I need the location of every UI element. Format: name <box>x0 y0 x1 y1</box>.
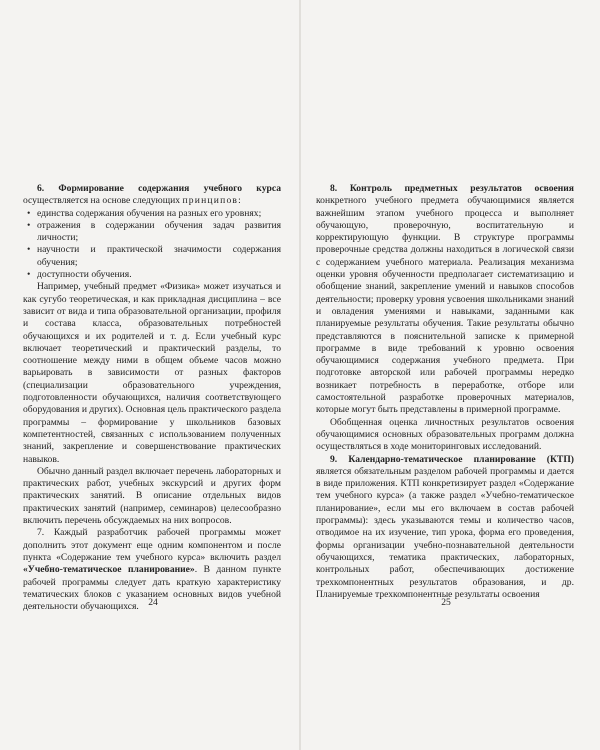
page-number-left: 24 <box>148 597 158 608</box>
section-9-heading: 9. Календарно-тематическое планирование (КТП) <box>330 453 574 465</box>
section-6-paragraph: 6. Формирование содержания учебного курса осуществляется на основе следующих принципов: <box>23 183 281 207</box>
list-item: • научности и практической значимости содержания обучения; <box>23 244 281 269</box>
section-7-bold-term: «Учебно-тематическое планирование» <box>23 564 195 576</box>
section-9-paragraph: 9. Календарно-тематическое планирование (КТП) является обязательным разделом рабочей программы и дается в виде приложения. КТП конкретизирует раздел «Содержание тем учебного курса» (а также раздел «Учебно-тематическое планирование», если мы его включаем в состав рабочей программы): здесь указываются темы и количество часов, отводимое на их изучение, тип урока, форма его проведения, формы организации учебно-познавательной деятельности обучающихся, тематика практических, лабораторных, контрольных работ, обеспечивающих достижение трехкомпонентных результатов образования, и др. Планируемые трехкомпонентные результаты освоения <box>316 453 574 600</box>
principles-word: принципов <box>182 195 239 207</box>
left-page <box>23 183 281 613</box>
book-gutter <box>299 0 301 750</box>
right-page <box>316 183 574 601</box>
personal-results-paragraph: Обобщенная оценка личностных результатов освоения обучающимися основных образовательных программ должна осуществляться в ходе мониторинговых исследований. <box>316 416 574 453</box>
principles-list <box>23 208 281 282</box>
section-8-heading: 8. Контроль предметных результатов освоения <box>330 183 574 194</box>
section-7-paragraph: 7. Каждый разработчик рабочей программы может дополнить этот документ еще одним компонентом и после пункта «Содержание тем учебного курса» включить раздел «Учебно-тематическое планирование». В данном пункте рабочей программы следует дать краткую характеристику тематических блоков с указанием основных видов учебной деятельности обучающихся. <box>23 527 281 613</box>
list-item: • отражения в содержании обучения задач развития личности; <box>23 220 281 245</box>
list-item: • единства содержания обучения на разных его уровнях; <box>23 208 281 220</box>
section-6-heading: 6. Формирование содержания учебного курса <box>37 183 281 194</box>
physics-example-paragraph: Например, учебный предмет «Физика» может изучаться и как сугубо теоретическая, и как прикладная дисциплина – все зависит от вида и типа образовательной организации, профиля и состава класса, образовательных потребностей обучающихся и их родителей и т. д. Если учебный курс включает теоретический и практический разделы, то соотношение между ними в общем объеме часов можно варьировать в зависимости от разных факторов (специализации образовательного учреждения, подготовленности обучающихся, наличия соответствующего оборудования и других). Основная цель практического раздела программы – формирование у школьников базовых компетентностей, связанных с использованием полученных знаний, закрепление и совершенствование практических навыков. <box>23 281 281 465</box>
section-8-paragraph: 8. Контроль предметных результатов освоения конкретного учебного предмета обучающимися является важнейшим этапом учебного процесса и выполняет обучающую, проверочную, воспитательную и корректирующую функции. В структуре программы проверочные средства должны находиться в логической связи с содержанием учебного материала. Реализация механизма оценки уровня обученности предполагает систематизацию и обобщение знаний, закрепление умений и навыков способов деятельности; проверку уровня усвоения школьниками знаний и овладения умениями и навыками, заданными как планируемые результаты обучения. Такие результаты обычно представляются в пояснительной записке к примерной программе в виде требований к уровню освоения обучающимися содержания учебного предмета. При подготовке авторской или рабочей программы нередко возникает потребность в переработке, отборе или самостоятельной разработке проверочных материалов, которые могут быть представлены в примерной программе. <box>316 183 574 416</box>
page-number-right: 25 <box>441 597 451 608</box>
list-item: • доступности обучения. <box>23 269 281 281</box>
practical-works-paragraph: Обычно данный раздел включает перечень лабораторных и практических работ, учебных экскурсий и других форм практических занятий. В описание отдельных видов практических занятий (например, семинаров) целесообразно включить перечень обсуждаемых на них вопросов. <box>23 465 281 527</box>
